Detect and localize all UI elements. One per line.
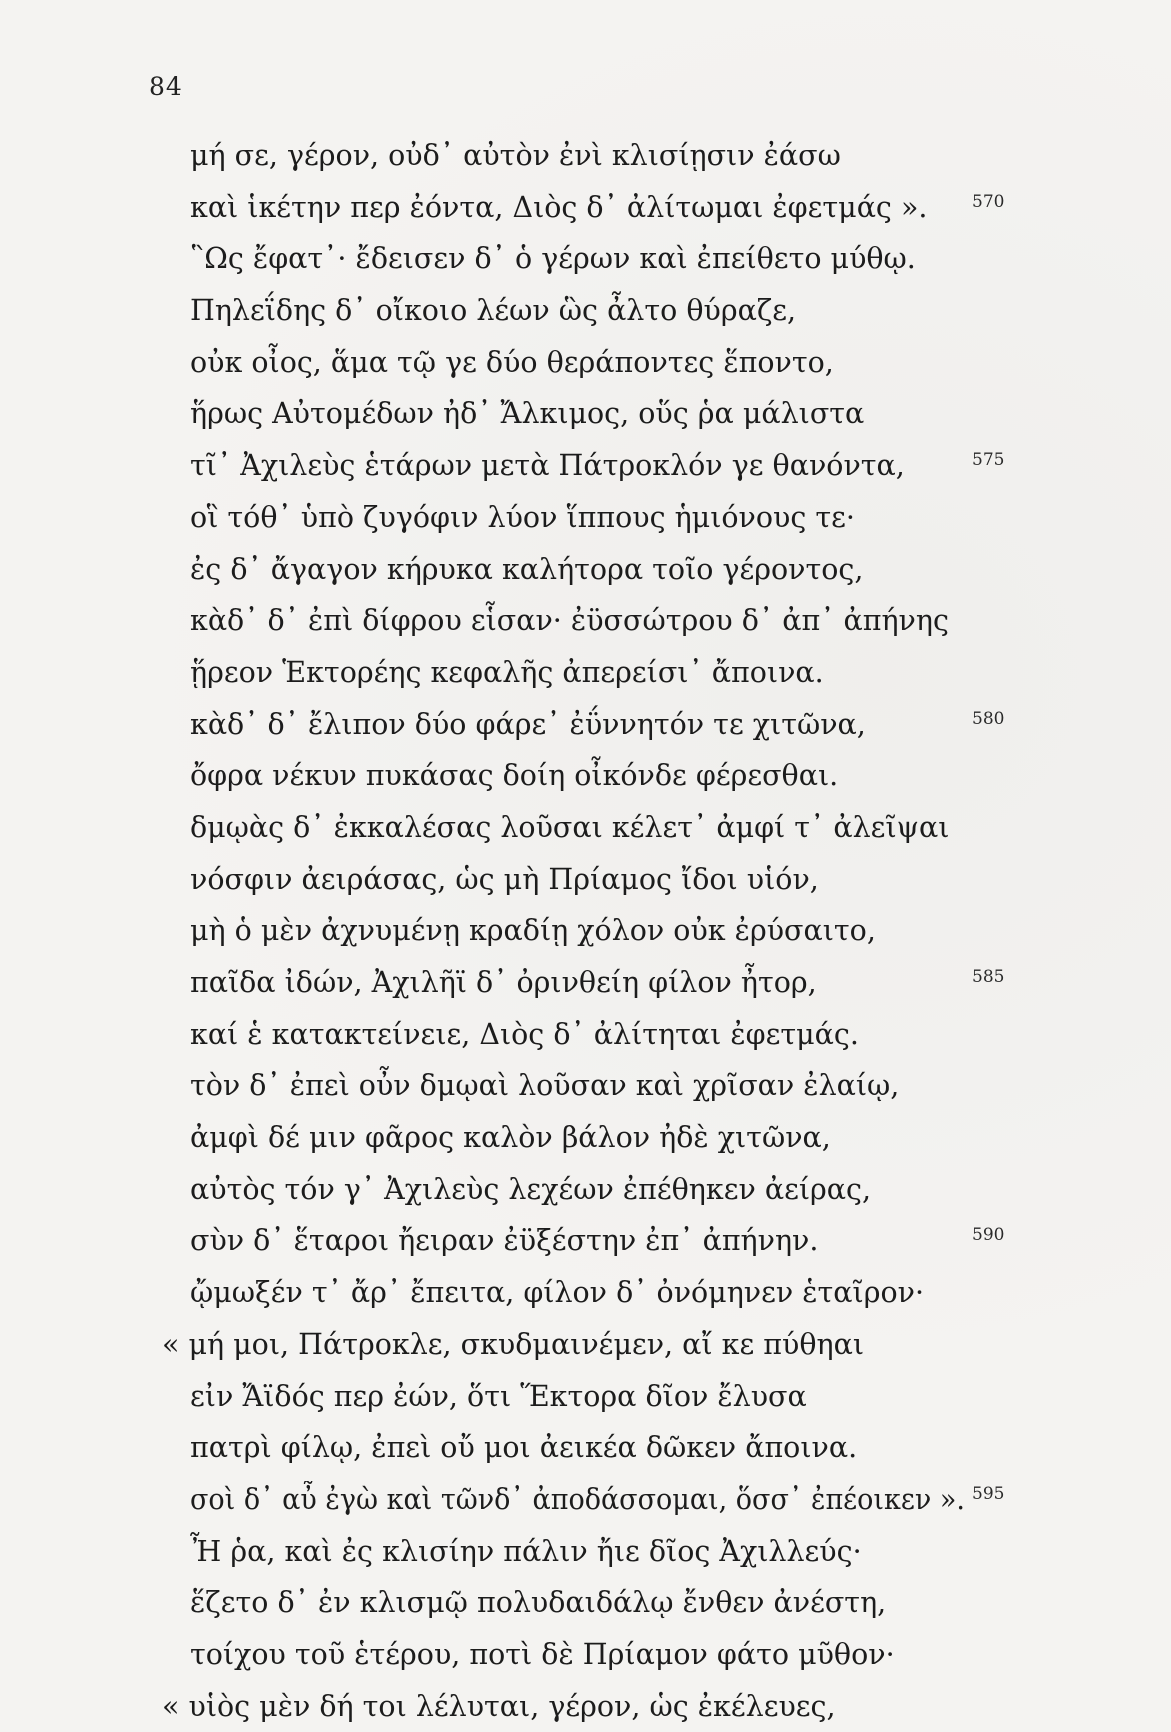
line-number: 585 — [972, 967, 1005, 987]
verse-line — [0, 544, 1171, 596]
verse-text: Ἦ ῥα, καὶ ἐς κλισίην πάλιν ἤιε δῖος Ἀχιλλεύς· — [190, 1534, 862, 1568]
verse-line — [0, 802, 1171, 854]
verse-line — [0, 337, 1171, 389]
verse-text: ὄφρα νέκυν πυκάσας δοίη οἶκόνδε φέρεσθαι. — [190, 759, 839, 793]
line-number: 570 — [972, 191, 1005, 212]
verse-line — [0, 233, 1171, 285]
verse-text: αὐτὸς τόν γ᾽ Ἀχιλεὺς λεχέων ἐπέθηκεν ἀείρας, — [190, 1172, 872, 1206]
verse-text: ἀμφὶ δέ μιν φᾶρος καλὸν βάλον ἠδὲ χιτῶνα, — [190, 1121, 831, 1155]
verse-text: τοίχου τοῦ ἑτέρου, ποτὶ δὲ Πρίαμον φάτο μῦθον· — [190, 1637, 895, 1671]
verse-line — [0, 1164, 1171, 1216]
verse-line — [0, 130, 1171, 182]
verse-text: ἕζετο δ᾽ ἐν κλισμῷ πολυδαιδάλῳ ἔνθεν ἀνέστη, — [190, 1586, 887, 1620]
verse-line — [0, 854, 1171, 906]
verse-text: ᾕρεον Ἑκτορέης κεφαλῆς ἀπερείσι᾽ ἄποινα. — [190, 655, 824, 689]
verse-line — [0, 1577, 1171, 1629]
page-number: 84 — [149, 72, 183, 101]
verse-text: κὰδ᾽ δ᾽ ἐπὶ δίφρου εἷσαν· ἐϋσσώτρου δ᾽ ἀπ᾽ ἀπήνης — [190, 604, 949, 638]
verse-line — [0, 957, 1171, 1009]
verse-text: δμῳὰς δ᾽ ἐκκαλέσας λοῦσαι κέλετ᾽ ἀμφί τ᾽ ἀλεῖψαι — [190, 810, 950, 844]
verse-line — [0, 750, 1171, 802]
verse-text: ἐς δ᾽ ἄγαγον κήρυκα καλήτορα τοῖο γέροντος, — [190, 552, 864, 586]
verse-line — [0, 905, 1171, 957]
verse-line — [0, 1371, 1171, 1423]
verse-text: σοὶ δ᾽ αὖ ἐγὼ καὶ τῶνδ᾽ ἀποδάσσομαι, ὅσσ᾽ ἐπέοικεν ». — [190, 1482, 965, 1516]
verse-line — [0, 1629, 1171, 1681]
verse-text: « υἱὸς μὲν δή τοι λέλυται, γέρον, ὡς ἐκέλευες, — [162, 1689, 836, 1723]
verse-line — [0, 1681, 1171, 1732]
verse-text: πατρὶ φίλῳ, ἐπεὶ οὔ μοι ἀεικέα δῶκεν ἄποινα. — [190, 1431, 858, 1465]
verse-line — [0, 1422, 1171, 1474]
verse-text: ἥρως Αὐτομέδων ἠδ᾽ Ἄλκιμος, οὕς ῥα μάλιστα — [190, 397, 865, 431]
verse-line — [0, 1267, 1171, 1319]
verse-text: καί ἑ κατακτείνειε, Διὸς δ᾽ ἀλίτηται ἐφετμάς. — [190, 1017, 859, 1051]
verse-text: σὺν δ᾽ ἕταροι ἤειραν ἐϋξέστην ἐπ᾽ ἀπήνην. — [190, 1224, 819, 1258]
verse-text: Πηλεΐδης δ᾽ οἴκοιο λέων ὣς ἆλτο θύραζε, — [190, 294, 797, 328]
verse-line — [0, 1526, 1171, 1578]
verse-text: μή σε, γέρον, οὐδ᾽ αὐτὸν ἐνὶ κλισίῃσιν ἐάσω — [190, 139, 841, 172]
verse-line — [0, 1060, 1171, 1112]
verse-text: ῝Ως ἔφατ᾽· ἔδεισεν δ᾽ ὁ γέρων καὶ ἐπείθετο μύθῳ. — [190, 242, 916, 276]
verse-line — [0, 182, 1171, 234]
verse-line — [0, 1215, 1171, 1267]
verse-line — [0, 699, 1171, 751]
verse-text: κὰδ᾽ δ᾽ ἔλιπον δύο φάρε᾽ ἐΰννητόν τε χιτῶνα, — [190, 707, 866, 741]
verse-text: ᾤμωξέν τ᾽ ἄρ᾽ ἔπειτα, φίλον δ᾽ ὀνόμηνεν ἑταῖρον· — [190, 1276, 925, 1310]
line-number: 580 — [972, 708, 1005, 729]
verse-text: νόσφιν ἀειράσας, ὡς μὴ Πρίαμος ἴδοι υἱόν, — [190, 862, 819, 896]
verse-text: παῖδα ἰδών, Ἀχιλῆϊ δ᾽ ὀρινθείη φίλον ἦτορ, — [190, 966, 817, 999]
line-number: 595 — [972, 1483, 1005, 1504]
verse-text: οὐκ οἶος, ἅμα τῷ γε δύο θεράποντες ἕποντο, — [190, 345, 834, 379]
verse-text: τῖ᾽ Ἀχιλεὺς ἑτάρων μετὰ Πάτροκλόν γε θανόντα, — [190, 449, 905, 483]
verse-text: « μή μοι, Πάτροκλε, σκυδμαινέμεν, αἴ κε πύθηαι — [162, 1327, 865, 1361]
line-number: 590 — [972, 1225, 1005, 1246]
verse-line — [0, 1319, 1171, 1371]
verse-text: εἰν Ἄϊδός περ ἐών, ὅτι Ἕκτορα δῖον ἔλυσα — [190, 1379, 807, 1413]
verse-text: μὴ ὁ μὲν ἀχνυμένῃ κραδίῃ χόλον οὐκ ἐρύσαιτο, — [190, 914, 876, 948]
line-number: 575 — [972, 450, 1005, 471]
verse-text: καὶ ἱκέτην περ ἐόντα, Διὸς δ᾽ ἀλίτωμαι ἐφετμάς ». — [190, 190, 928, 224]
verse-line — [0, 1112, 1171, 1164]
verse-text: οἳ τόθ᾽ ὑπὸ ζυγόφιν λύον ἵππους ἡμιόνους τε· — [190, 500, 855, 534]
verse-text: τὸν δ᾽ ἐπεὶ οὖν δμῳαὶ λοῦσαν καὶ χρῖσαν ἐλαίῳ, — [190, 1069, 900, 1103]
verse-line — [0, 647, 1171, 699]
verse-line — [0, 285, 1171, 337]
verse-line — [0, 388, 1171, 440]
verse-line — [0, 492, 1171, 544]
verse-line — [0, 595, 1171, 647]
verse-line — [0, 440, 1171, 492]
verse-line — [0, 1009, 1171, 1061]
verse-block — [0, 130, 1171, 1732]
